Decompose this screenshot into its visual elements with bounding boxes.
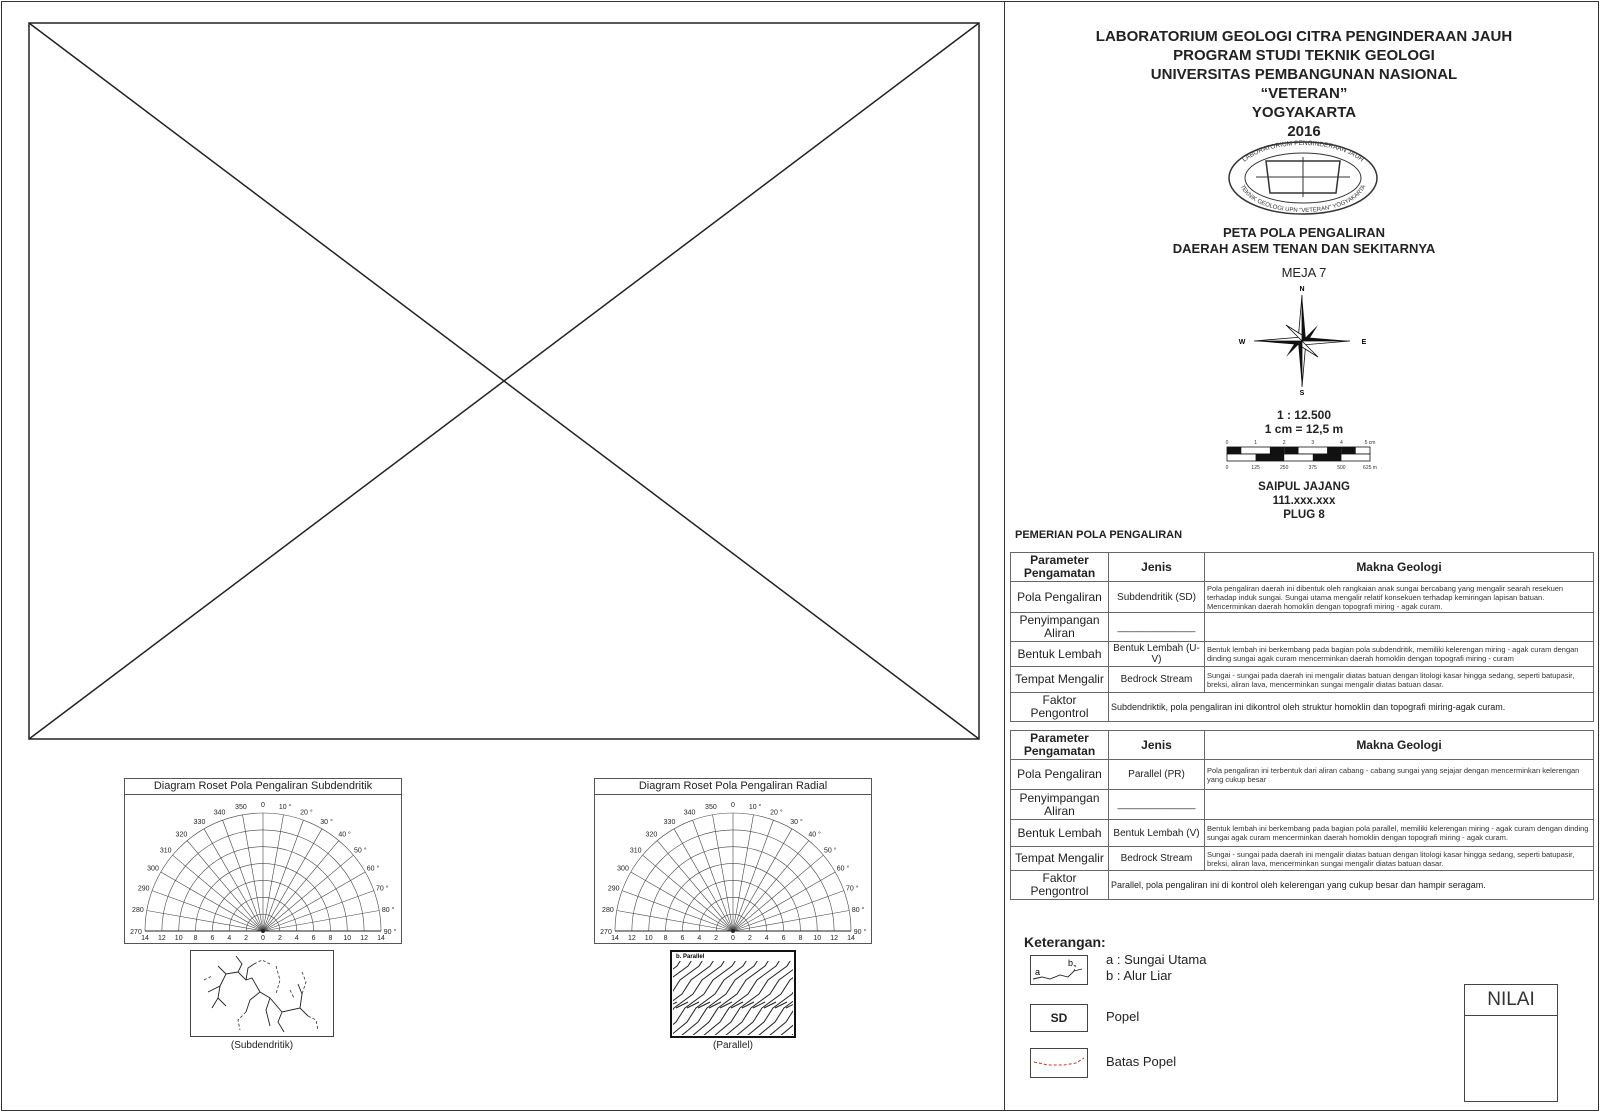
parallel-thumb-label: b. Parallel <box>676 954 705 960</box>
rose-angle-label: 290 <box>137 885 150 893</box>
table-row <box>1011 820 1594 847</box>
rose-scale-label: 8 <box>328 935 333 942</box>
legend-sungai: a : Sungai Utama <box>1106 952 1207 967</box>
row-jenis: Bedrock Stream <box>1109 667 1205 693</box>
parallel-thumbnail <box>670 950 796 1038</box>
rose-scale-label: 10 <box>343 935 352 942</box>
scale-ratio: 1 : 12.500 <box>1276 408 1332 422</box>
header-line-6: 2016 <box>1287 123 1321 140</box>
rose-scale-label: 2 <box>244 935 249 942</box>
rose-scale-label: 0 <box>731 935 735 942</box>
rose-scale-label: 12 <box>830 935 838 942</box>
rose-angle-label: 80 ° <box>381 906 395 914</box>
rose-title: Diagram Roset Pola Pengaliran Subdendritik <box>125 779 401 795</box>
logo-top-text: LABORATORIUM PENGINDERAAN JAUH <box>1241 139 1365 164</box>
rose-angle-label: 280 <box>132 906 144 914</box>
row-jenis: ______________ <box>1109 790 1205 820</box>
row-jenis: Subdendritik (SD) <box>1109 582 1205 613</box>
row-jenis: Bentuk Lembah (U-V) <box>1109 642 1205 667</box>
row-jenis: Parallel (PR) <box>1109 760 1205 790</box>
header-param: Parameter Pengamatan <box>1011 731 1109 760</box>
rose-scale-label: 4 <box>697 935 702 942</box>
table-row <box>1011 582 1594 613</box>
map-title <box>1012 225 1596 257</box>
row-param: Tempat Mengalir <box>1011 847 1109 871</box>
rose-angle-label: 310 <box>629 847 642 855</box>
rose-angle-label: 20 ° <box>770 809 783 817</box>
author-name: SAIPUL JAJANG <box>1258 481 1350 493</box>
row-param: Bentuk Lembah <box>1011 642 1109 667</box>
rose-angle-label: 50 ° <box>824 847 837 855</box>
rose-scale-label: 14 <box>611 935 619 942</box>
rose-diagram-radial <box>594 778 872 944</box>
rose-scale-label: 6 <box>311 935 316 942</box>
rose-angle-label: 320 <box>645 831 658 839</box>
scale-m-label: 625 m <box>1363 465 1377 471</box>
river-legend-symbol <box>1030 955 1088 985</box>
rose-scale-label: 12 <box>628 935 636 942</box>
rose-scale-label: 10 <box>174 935 183 942</box>
table-header-row <box>1011 553 1594 582</box>
rose-angle-label: 10 ° <box>278 803 292 811</box>
scale-m-label: 500 <box>1337 465 1346 471</box>
rose-angle-label: 80 ° <box>851 906 865 914</box>
nilai-label: NILAI <box>1465 985 1557 1016</box>
rose-scale-label: 10 <box>644 935 653 942</box>
scale-m-label: 0 <box>1225 465 1229 471</box>
compass-w: W <box>1238 339 1246 346</box>
compass-s: S <box>1299 390 1305 396</box>
map-title-line-2: DAERAH ASEM TENAN DAN SEKITARNYA <box>1172 241 1436 256</box>
table-row <box>1011 760 1594 790</box>
rose-scale-label: 4 <box>294 935 299 942</box>
panel-divider <box>1004 1 1005 1111</box>
rose-scale-label: 10 <box>813 935 822 942</box>
rose-angle-label: 90 ° <box>853 929 867 936</box>
rose-angle-label: 70 ° <box>846 885 859 893</box>
rose-angle-label: 40 ° <box>808 831 821 839</box>
drainage-table-subdendritik <box>1010 552 1594 722</box>
rose-angle-label: 350 <box>235 803 247 811</box>
faktor-label: Faktor Pengontrol <box>1011 871 1109 900</box>
rose-angle-label: 340 <box>213 809 226 817</box>
author-plug: PLUG 8 <box>1283 509 1325 521</box>
rose-scale-label: 4 <box>764 935 769 942</box>
scale-m-label: 125 <box>1251 465 1260 471</box>
rose-angle-label: 310 <box>159 847 172 855</box>
scale-cm-label: 0 <box>1225 440 1229 446</box>
rose-angle-label: 40 ° <box>338 831 351 839</box>
rose-angle-label: 350 <box>705 803 717 811</box>
row-param: Bentuk Lembah <box>1011 820 1109 847</box>
row-makna: Sungai - sungai pada daerah ini mengalir diatas batuan dengan litologi kasar hingga sedang, seperti batupasir, breksi, aliran lava, mencerminkan sungai mengalir diatas batuan dasar. <box>1205 667 1594 693</box>
rose-diagram-subdendritik <box>124 778 402 944</box>
table-row <box>1011 613 1594 642</box>
rose-angle-label: 300 <box>617 865 629 873</box>
rose-scale-label: 12 <box>360 935 368 942</box>
rose-angle-label: 70 ° <box>376 885 389 893</box>
rose-scale-label: 8 <box>193 935 198 942</box>
rose-title: Diagram Roset Pola Pengaliran Radial <box>595 779 871 795</box>
scale-cm-label: 1 <box>1254 440 1257 446</box>
header-line-5: YOGYAKARTA <box>1251 104 1357 121</box>
legend-alur: b : Alur Liar <box>1106 968 1172 983</box>
popel-legend-text: Popel <box>1106 1009 1140 1024</box>
row-makna: Pola pengaliran daerah ini dibentuk oleh rangkaian anak sungai bercabang yang mengalir searah resekuen terhadap induk sungai. Sungai utama mengalir relatif konsekuen terhadap kemiringan lapisan batuan. Mencerminkan daerah homoklin dengan topografi miring - agak curam. <box>1205 582 1594 613</box>
rose-scale-label: 8 <box>663 935 668 942</box>
lab-logo <box>1226 139 1380 217</box>
rose-angle-label: 90 ° <box>383 929 397 936</box>
scale-m-label: 250 <box>1280 465 1289 471</box>
row-param: Pola Pengaliran <box>1011 760 1109 790</box>
table-row <box>1011 642 1594 667</box>
compass-e: E <box>1361 339 1367 346</box>
river-legend-text <box>1106 952 1206 984</box>
table-faktor-row <box>1011 871 1594 900</box>
rose-angle-label: 10 ° <box>748 803 762 811</box>
row-jenis: Bentuk Lembah (V) <box>1109 820 1205 847</box>
rose-scale-label: 6 <box>210 935 215 942</box>
header-makna: Makna Geologi <box>1205 553 1594 582</box>
rose-scale-label: 14 <box>141 935 149 942</box>
header-makna: Makna Geologi <box>1205 731 1594 760</box>
table-row <box>1011 667 1594 693</box>
rose-scale-label: 2 <box>277 935 282 942</box>
institution-header <box>1012 27 1596 141</box>
legend-title: Keterangan: <box>1024 934 1106 950</box>
table-row <box>1011 790 1594 820</box>
row-makna: Bentuk lembah ini berkembang pada bagian pola subdendritik, memiliki kelerengan miring - agak curam dengan dinding sungai agak curam mencerminkan daerah homoklin dengan topografi miring - curam <box>1205 642 1594 667</box>
table-faktor-row <box>1011 693 1594 722</box>
section-title: PEMERIAN POLA PENGALIRAN <box>1015 529 1183 541</box>
header-line-4: “VETERAN” <box>1260 85 1348 102</box>
nilai-box <box>1464 984 1558 1102</box>
rose-angle-label: 270 <box>600 929 612 936</box>
rose-angle-label: 270 <box>130 929 142 936</box>
faktor-text: Subdendriktik, pola pengaliran ini dikontrol oleh struktur homoklin dan topografi miring-agak curam. <box>1109 693 1594 722</box>
rose-chart <box>595 795 871 943</box>
header-jenis: Jenis <box>1109 553 1205 582</box>
table-row <box>1011 847 1594 871</box>
header-line-3: UNIVERSITAS PEMBANGUNAN NASIONAL <box>1150 66 1458 83</box>
rose-angle-label: 30 ° <box>790 819 803 826</box>
scale-cm-label: 4 <box>1340 440 1343 446</box>
rose-angle-label: 60 ° <box>836 865 850 873</box>
row-param: Penyimpangan Aliran <box>1011 613 1109 642</box>
compass-n: N <box>1299 286 1305 293</box>
author-nim: 111.xxx.xxx <box>1272 495 1336 507</box>
row-makna: Bentuk lembah ini berkembang pada bagian pola parallel, memiliki kelerengan miring - agak curam dengan dinding sungai agak curam mencerminkan daerah homoklin dengan topografi miring - agak curam. <box>1205 820 1594 847</box>
logo-bottom-text: TEKNIK GEOLOGI UPN "VETERAN" YOGYAKARTA <box>1238 184 1368 215</box>
row-makna <box>1205 613 1594 642</box>
rose-scale-label: 14 <box>847 935 855 942</box>
faktor-label: Faktor Pengontrol <box>1011 693 1109 722</box>
drainage-table-parallel <box>1010 730 1594 900</box>
row-param: Penyimpangan Aliran <box>1011 790 1109 820</box>
rose-angle-label: 330 <box>193 819 206 826</box>
table-header-row <box>1011 731 1594 760</box>
rose-angle-label: 50 ° <box>354 847 367 855</box>
rose-angle-label: 280 <box>602 906 614 914</box>
rose-angle-label: 60 ° <box>366 865 380 873</box>
compass-rose <box>1236 284 1368 396</box>
rose-scale-label: 6 <box>781 935 786 942</box>
subdendritic-caption: (Subdendritik) <box>230 1040 294 1051</box>
parallel-caption: (Parallel) <box>712 1040 753 1051</box>
legend-symbol-a: a <box>1035 967 1041 977</box>
rose-angle-label: 20 ° <box>300 809 313 817</box>
scale-bar <box>1222 437 1386 471</box>
row-param: Tempat Mengalir <box>1011 667 1109 693</box>
table-number: MEJA 7 <box>1281 265 1327 280</box>
rose-scale-label: 4 <box>227 935 232 942</box>
rose-scale-label: 2 <box>747 935 752 942</box>
subdendritic-thumbnail <box>190 950 334 1038</box>
rose-angle-label: 0 <box>261 802 265 809</box>
rose-angle-label: 30 ° <box>320 819 333 826</box>
header-param: Parameter Pengamatan <box>1011 553 1109 582</box>
map-placeholder <box>28 22 982 742</box>
rose-angle-label: 330 <box>663 819 676 826</box>
rose-chart <box>125 795 401 943</box>
header-line-2: PROGRAM STUDI TEKNIK GEOLOGI <box>1173 47 1435 64</box>
row-makna: Pola pengaliran ini terbentuk dari aliran cabang - cabang sungai yang sejajar dengan mencerminkan kelerengan yang cukup besar <box>1205 760 1594 790</box>
faktor-text: Parallel, pola pengaliran ini di kontrol oleh kelerengan yang cukup besar dan hampir seragam. <box>1109 871 1594 900</box>
rose-angle-label: 340 <box>683 809 696 817</box>
scale-cm-label: 3 <box>1311 440 1315 446</box>
rose-scale-label: 12 <box>158 935 166 942</box>
row-makna: Sungai - sungai pada daerah ini mengalir diatas batuan dengan litologi kasar hingga sedang, seperti batupasir, breksi, aliran lava, mencerminkan sungai mengalir diatas batuan dasar. <box>1205 847 1594 871</box>
popel-legend-symbol: SD <box>1030 1004 1088 1032</box>
author-block <box>1012 480 1596 522</box>
row-jenis: ______________ <box>1109 613 1205 642</box>
rose-angle-label: 0 <box>731 802 735 809</box>
rose-scale-label: 8 <box>798 935 803 942</box>
row-jenis: Bedrock Stream <box>1109 847 1205 871</box>
header-jenis: Jenis <box>1109 731 1205 760</box>
scale-equiv: 1 cm = 12,5 m <box>1264 422 1344 436</box>
batas-popel-legend-symbol <box>1030 1048 1088 1078</box>
scale-cm-label: 2 <box>1282 440 1286 446</box>
rose-scale-label: 0 <box>261 935 265 942</box>
rose-scale-label: 6 <box>680 935 685 942</box>
scale-m-label: 375 <box>1308 465 1317 471</box>
rose-angle-label: 290 <box>607 885 620 893</box>
legend-symbol-b: b. <box>1068 958 1076 968</box>
scale-cm-label: 5 cm <box>1364 440 1376 446</box>
row-param: Pola Pengaliran <box>1011 582 1109 613</box>
rose-scale-label: 14 <box>377 935 385 942</box>
rose-scale-label: 2 <box>714 935 719 942</box>
rose-angle-label: 300 <box>147 865 159 873</box>
batas-popel-legend-text: Batas Popel <box>1106 1054 1177 1069</box>
map-title-line-1: PETA POLA PENGALIRAN <box>1222 225 1386 240</box>
row-makna <box>1205 790 1594 820</box>
scale-text <box>1012 408 1596 436</box>
header-line-1: LABORATORIUM GEOLOGI CITRA PENGINDERAAN JAUH <box>1095 28 1513 45</box>
rose-angle-label: 320 <box>175 831 188 839</box>
